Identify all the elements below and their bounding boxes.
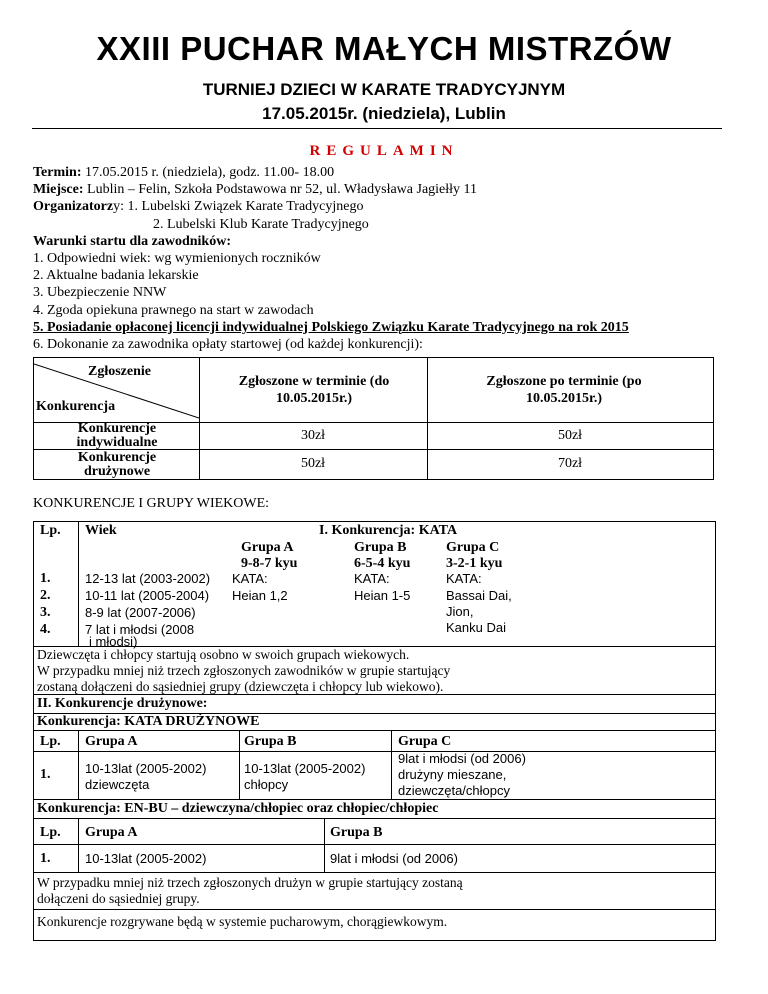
warunek-item: 2. Aktualne badania lekarskie — [33, 268, 199, 284]
kata-group-a: Grupa A — [241, 540, 294, 555]
fees-col-in-time: Zgłoszone w terminie (do 10.05.2015r.) — [238, 374, 390, 406]
fees-row-individual: Konkurencje indywidualne — [76, 420, 158, 450]
organizator-line-2: 2. Lubelski Klub Karate Tradycyjnego — [153, 216, 369, 232]
team-note: dołączeni do sąsiedniej grupy. — [37, 891, 200, 906]
kata-row-lp: 2. — [40, 588, 51, 603]
fee-individual-late: 50zł — [557, 427, 583, 443]
corner-top-label: Zgłoszenie — [88, 364, 151, 379]
team-c-category: dziewczęta/chłopcy — [398, 783, 510, 798]
kata-age-header: Wiek — [85, 523, 117, 538]
team-b-age: 10-13lat (2005-2002) — [244, 761, 366, 776]
enbu-group-a: Grupa A — [85, 825, 138, 840]
kata-row-age: 8-9 lat (2007-2006) — [85, 605, 196, 620]
kata-b-label: KATA: — [354, 571, 390, 586]
kata-group-c-kyu: 3-2-1 kyu — [446, 556, 503, 571]
team-group-c: Grupa C — [398, 734, 452, 749]
competitions-heading: KONKURENCJE I GRUPY WIEKOWE: — [33, 496, 270, 511]
kata-note: zostaną dołączeni do sąsiedniej grupy (dziewczęta i chłopcy lub wiekowo). — [37, 679, 444, 694]
kata-c-form: Jion, — [446, 604, 474, 619]
team-c-age: 9lat i młodsi (od 2006) — [398, 751, 526, 766]
kata-group-c: Grupa C — [446, 540, 500, 555]
kata-a-forms: Heian 1,2 — [232, 588, 288, 603]
termin-label: Termin: — [33, 165, 82, 180]
kata-title: I. Konkurencja: KATA — [319, 523, 458, 538]
kata-row-lp: 1. — [40, 571, 51, 586]
kata-group-b: Grupa B — [354, 540, 407, 555]
fee-team-in-time: 50zł — [300, 456, 326, 471]
kata-row-age: 7 lat i młodsi (2008 — [85, 622, 195, 637]
termin-line — [33, 164, 733, 181]
kata-b-forms: Heian 1-5 — [354, 588, 411, 603]
organizator-label: Organizatorz — [33, 199, 114, 215]
team-note: W przypadku mniej niż trzech zgłoszonych drużyn w grupie startujący zostaną — [37, 875, 463, 890]
termin-value: 17.05.2015 r. (niedziela), godz. 11.00- 18.00 — [81, 165, 335, 180]
kata-note: Dziewczęta i chłopcy startują osobno w swoich grupach wiekowych. — [37, 647, 410, 662]
team-b-category: chłopcy — [244, 777, 289, 792]
kata-c-form: Bassai Dai, — [446, 588, 512, 603]
kata-c-label: KATA: — [446, 571, 482, 586]
kata-row-age-cont: i młodsi) — [89, 634, 138, 649]
team-heading: II. Konkurencje drużynowe: — [37, 696, 208, 711]
miejsce-value: Lublin – Felin, Szkoła Podstawowa nr 52, ul. Władysława Jagiełły 11 — [83, 182, 478, 198]
kata-row-age: 10-11 lat (2005-2004) — [85, 588, 210, 603]
team-a-category: dziewczęta — [85, 777, 150, 792]
kata-c-form: Kanku Dai — [446, 620, 506, 635]
kata-row-lp: 4. — [40, 622, 51, 637]
kata-team-heading: Konkurencja: KATA DRUŻYNOWE — [37, 714, 260, 729]
team-a-age: 10-13lat (2005-2002) — [85, 761, 207, 776]
page-subtitle: TURNIEJ DZIECI W KARATE TRADYCYJNYM — [202, 80, 566, 99]
kata-group-b-kyu: 6-5-4 kyu — [354, 556, 411, 571]
enbu-heading: Konkurencja: EN-BU – dziewczyna/chłopiec oraz chłopiec/chłopiec — [37, 801, 439, 816]
fees-table — [33, 357, 714, 480]
team-row-lp: 1. — [40, 767, 51, 782]
organizator-line — [33, 198, 733, 215]
header-divider — [32, 128, 722, 129]
system-note: Konkurencje rozgrywane będą w systemie pucharowym, chorągiewkowym. — [37, 914, 448, 929]
organizator-value: y: 1. Lubelski Związek Karate Tradycyjnego — [113, 199, 364, 215]
enbu-b-age: 9lat i młodsi (od 2006) — [330, 851, 458, 866]
fee-team-late: 70zł — [557, 456, 583, 471]
kata-table — [33, 521, 716, 695]
fees-col-late: Zgłoszone po terminie (po 10.05.2015r.) — [486, 374, 642, 406]
kata-a-label: KATA: — [232, 571, 268, 586]
warunki-heading: Warunki startu dla zawodników: — [33, 233, 231, 249]
page-title: XXIII PUCHAR MAŁYCH MISTRZÓW — [96, 30, 672, 67]
fees-row-team: Konkurencje drużynowe — [77, 449, 157, 479]
team-group-b: Grupa B — [244, 734, 297, 749]
enbu-group-b: Grupa B — [330, 825, 383, 840]
miejsce-label: Miejsce: — [33, 182, 84, 198]
warunek-item: 1. Odpowiedni wiek: wg wymienionych roczników — [33, 251, 321, 267]
fee-individual-in-time: 30zł — [300, 427, 326, 443]
team-table — [33, 695, 716, 941]
kata-row-age: 12-13 lat (2003-2002) — [85, 571, 211, 586]
kata-group-a-kyu: 9-8-7 kyu — [241, 556, 298, 571]
team-lp-header: Lp. — [40, 734, 61, 749]
team-group-a: Grupa A — [85, 734, 138, 749]
event-date-line: 17.05.2015r. (niedziela), Lublin — [262, 104, 506, 123]
team-c-category: drużyny mieszane, — [398, 767, 507, 782]
corner-bottom-label: Konkurencja — [36, 399, 116, 414]
kata-row-lp: 3. — [40, 605, 51, 620]
warunek-item-licencja: 5. Posiadanie opłaconej licencji indywidualnej Polskiego Związku Karate Tradycyjnego na rok 2015 — [33, 319, 629, 335]
enbu-lp-header: Lp. — [40, 825, 61, 840]
warunek-item: 3. Ubezpieczenie NNW — [33, 285, 167, 301]
enbu-row-lp: 1. — [40, 851, 51, 866]
regulamin-heading: REGULAMIN — [309, 143, 459, 159]
warunek-item: 4. Zgoda opiekuna prawnego na start w zawodach — [33, 302, 314, 318]
kata-lp-header: Lp. — [40, 523, 61, 538]
miejsce-line — [33, 181, 733, 198]
info-section — [33, 164, 733, 353]
enbu-a-age: 10-13lat (2005-2002) — [85, 851, 207, 866]
kata-note: W przypadku mniej niż trzech zgłoszonych zawodników w grupie startujący — [37, 663, 451, 678]
warunek-item: 6. Dokonanie za zawodnika opłaty startowej (od każdej konkurencji): — [33, 337, 423, 353]
